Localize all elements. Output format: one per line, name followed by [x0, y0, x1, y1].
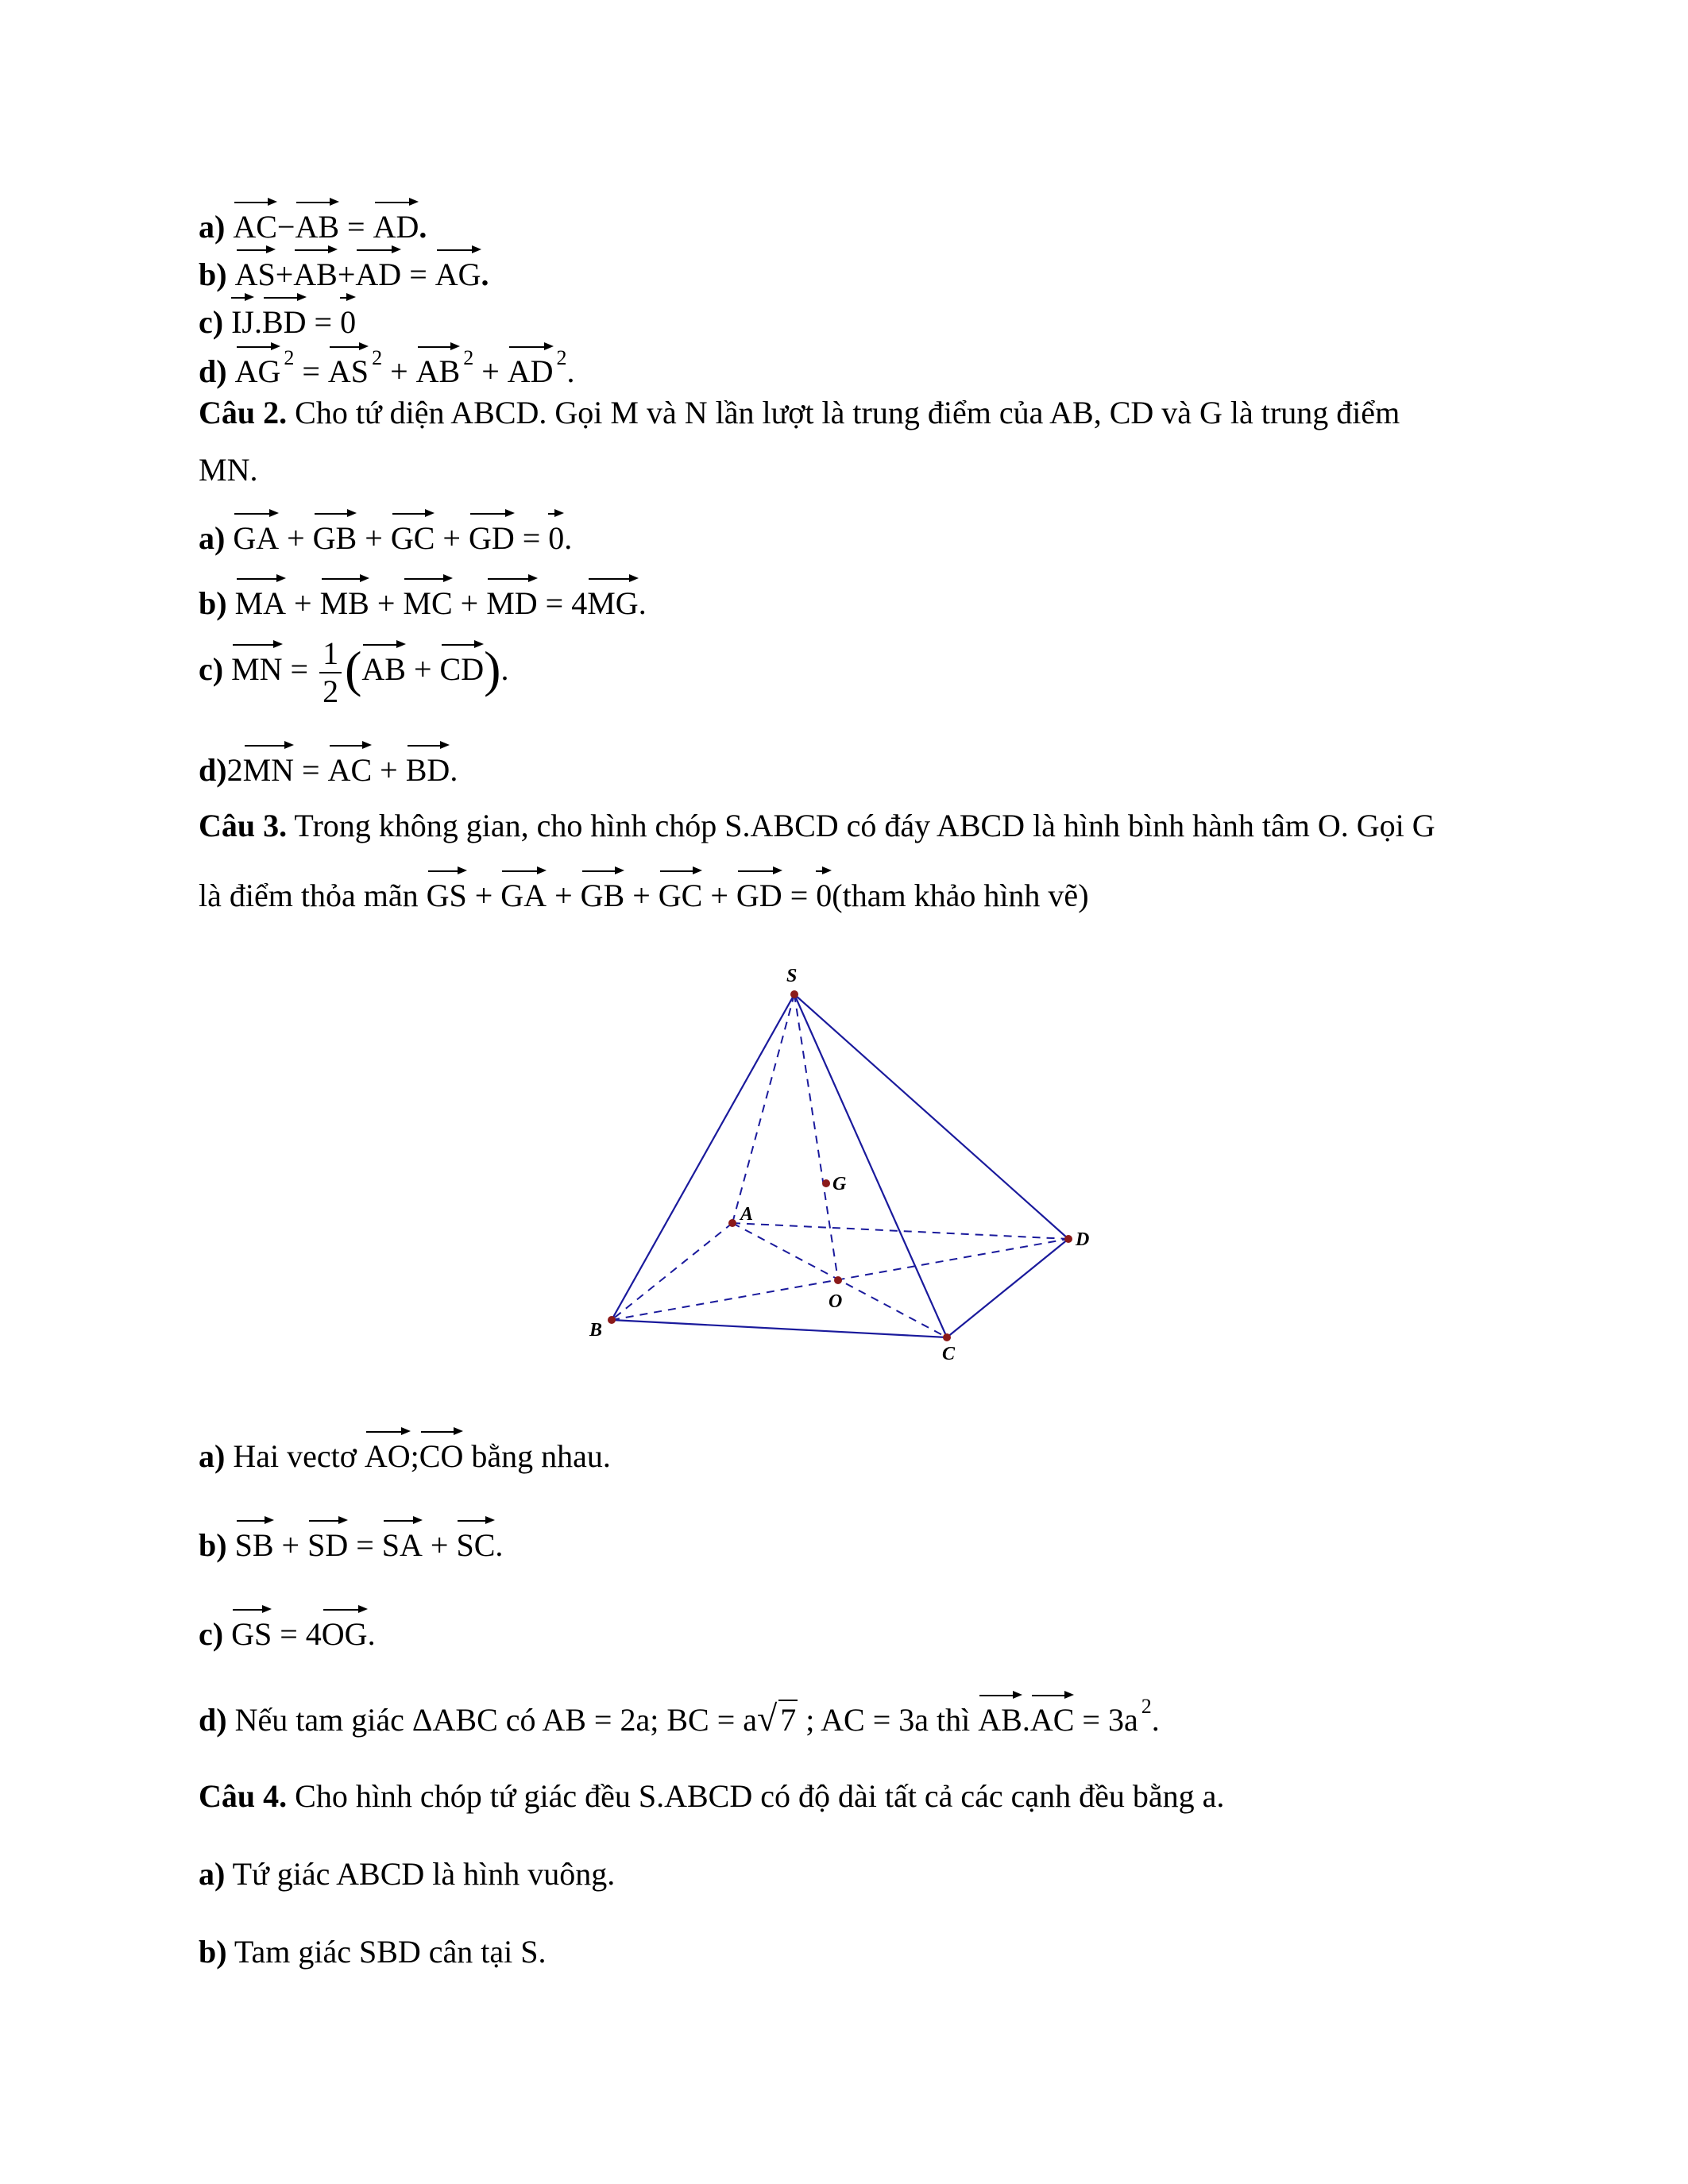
item-text: Hai vectơ — [225, 1438, 365, 1474]
item-label: c) — [199, 1616, 224, 1652]
item-text: Tam giác SBD cân tại S. — [226, 1934, 547, 1970]
exponent: 2 — [463, 346, 474, 369]
item-label: d) — [199, 353, 227, 389]
vector: AB — [295, 197, 339, 246]
vector: AB — [293, 245, 338, 294]
q2-question-cont — [199, 451, 257, 489]
punct: . — [253, 304, 262, 340]
q1-item-d: d) AG $^2$ = AS $^2$ + AB $^2$ + AD $^2$. — [199, 341, 575, 391]
exponent: 2 — [1141, 1695, 1152, 1718]
question-title: Câu 4. — [199, 1778, 288, 1814]
item-label: a) — [199, 209, 226, 245]
vector: AB — [978, 1690, 1022, 1739]
vector: MC — [403, 573, 452, 623]
item-label: d) — [199, 1702, 227, 1738]
segment-SO — [794, 994, 838, 1280]
vector: OG — [322, 1604, 368, 1653]
q2-question — [199, 394, 1400, 432]
punct: ; — [410, 1438, 419, 1474]
zero-vector: 0 — [548, 508, 564, 558]
item-label: d) — [199, 752, 227, 788]
item-label: b) — [199, 1527, 227, 1563]
point-D — [1064, 1235, 1072, 1243]
q4-item-a — [199, 1855, 615, 1893]
vector: AD — [508, 341, 554, 391]
pyramid-figure — [572, 953, 1128, 1366]
vector: AC — [1030, 1690, 1075, 1739]
exponent: 2 — [372, 346, 383, 369]
vector: SC — [456, 1515, 495, 1565]
vector: MN — [231, 639, 282, 689]
edge-SB — [612, 994, 794, 1320]
q2-item-b: b) MA + MB + MC + MD = 4MG. — [199, 573, 647, 623]
vector: AS — [328, 341, 369, 391]
q4-question — [199, 1777, 1224, 1815]
item-label: a) — [199, 520, 226, 556]
vector: AS — [235, 245, 276, 294]
vector: AD — [355, 245, 401, 294]
vector: GB — [313, 508, 357, 558]
result: 3a — [1107, 1702, 1138, 1738]
item-text: bằng nhau. — [463, 1438, 611, 1474]
numerator: 1 — [319, 635, 342, 673]
point-S — [790, 990, 798, 998]
vector: AC — [233, 197, 277, 246]
vector: GD — [736, 866, 782, 915]
vector: MD — [486, 573, 537, 623]
punct: . — [481, 257, 489, 292]
vector: GS — [427, 866, 467, 915]
vector: BD — [406, 740, 450, 789]
edge-SA — [732, 994, 794, 1223]
q1-item-b: b) AS+AB+AD = AG. — [199, 245, 489, 294]
item-label: b) — [199, 1934, 227, 1970]
label-O: O — [829, 1291, 843, 1312]
question-text: là điểm thỏa mãn — [199, 878, 427, 913]
label-S: S — [786, 966, 798, 986]
point-C — [943, 1333, 951, 1341]
vector: BD — [262, 292, 307, 341]
operator: − — [276, 209, 295, 245]
zero-vector: 0 — [816, 866, 832, 915]
vector: GS — [231, 1604, 272, 1653]
vector: AB — [361, 639, 406, 689]
vector: GD — [469, 508, 515, 558]
zero-vector: 0 — [340, 292, 356, 341]
item-label: a) — [199, 1856, 226, 1892]
vector: GA — [233, 508, 279, 558]
question-title: Câu 2. — [199, 395, 288, 430]
edge-CD — [947, 1239, 1068, 1337]
q3-question-cont: là điểm thỏa mãn GS + GA + GB + GC + GD = 0(tham khảo hình vẽ) — [199, 866, 1089, 915]
q3-item-b: b) SB + SD = SA + SC. — [199, 1515, 503, 1565]
vector: MG — [587, 573, 638, 623]
item-text: Tứ giác ABCD là hình vuông. — [225, 1856, 616, 1892]
vector: AG — [435, 245, 481, 294]
q3-question — [199, 807, 1435, 845]
label-A: A — [740, 1204, 754, 1225]
punct: . — [566, 353, 575, 389]
question-text: Cho tứ diện ABCD. Gọi M và N lần lượt là trung điểm của AB, CD và G là trung điểm — [287, 395, 1400, 430]
exponent: 2 — [556, 346, 567, 369]
item-label: a) — [199, 1438, 226, 1474]
item-text: Nếu tam giác ΔABC có AB = 2a; BC = a — [226, 1702, 757, 1738]
denominator: 2 — [323, 673, 339, 709]
point-B — [608, 1316, 616, 1324]
edge-AB — [612, 1223, 732, 1320]
coefficient: 4 — [305, 1616, 322, 1652]
fraction — [319, 635, 342, 710]
q3-item-d: d) Nếu tam giác ΔABC có AB = 2a; BC = a√ 7 ; AC = 3a thì AB.AC = 3a $^2$. — [199, 1690, 1160, 1740]
edge-SC — [794, 994, 947, 1337]
vector: CO — [419, 1426, 464, 1476]
item-label: b) — [199, 257, 227, 292]
operator: = — [347, 209, 365, 245]
question-text: Cho hình chóp tứ giác đều S.ABCD có độ dài tất cả các cạnh đều bằng a. — [287, 1778, 1225, 1814]
radicand: 7 — [778, 1700, 798, 1739]
question-title: Câu 3. — [199, 808, 288, 843]
vector: AB — [416, 341, 461, 391]
q2-item-a: a) GA + GB + GC + GD = 0. — [199, 508, 572, 558]
q1-item-c: c) IJ.BD = 0 — [199, 292, 356, 341]
vector: SB — [235, 1515, 274, 1565]
vector: GB — [581, 866, 625, 915]
question-text: MN. — [199, 452, 258, 488]
label-G: G — [832, 1174, 847, 1194]
label-B: B — [589, 1320, 603, 1341]
punct: . — [419, 209, 427, 245]
vector: GC — [391, 508, 435, 558]
q3-item-a — [199, 1426, 611, 1476]
item-text: ; AC = 3a thì — [798, 1702, 979, 1738]
point-G — [822, 1179, 830, 1187]
vector: AO — [365, 1426, 411, 1476]
edge-BC — [612, 1320, 947, 1337]
vector: MN — [243, 740, 294, 789]
vector: GA — [500, 866, 547, 915]
item-label: b) — [199, 585, 227, 621]
label-D: D — [1076, 1229, 1090, 1250]
label-C: C — [942, 1344, 956, 1364]
q4-item-b — [199, 1933, 547, 1971]
vector: IJ — [231, 292, 254, 341]
vector: SA — [382, 1515, 423, 1565]
q2-item-c: c) MN = $\frac{1}{2}$ (AB + CD). — [199, 635, 509, 709]
vector: GC — [659, 866, 703, 915]
vector: MA — [235, 573, 286, 623]
point-A — [728, 1219, 736, 1227]
item-label: c) — [199, 651, 224, 688]
vector: MB — [320, 573, 369, 623]
vector: CD — [440, 639, 485, 689]
item-label: c) — [199, 304, 224, 340]
q3-item-c: c) GS = 4OG. — [199, 1604, 376, 1653]
vector: AD — [373, 197, 419, 246]
vector: SD — [307, 1515, 348, 1565]
edge-SD — [794, 994, 1068, 1239]
question-text: Trong không gian, cho hình chóp S.ABCD có đáy ABCD là hình bình hành tâm O. Gọi G — [287, 808, 1435, 843]
coefficient: 2 — [226, 752, 243, 788]
q1-item-a — [199, 197, 427, 246]
q2-item-d: d)2MN = AC + BD. — [199, 740, 458, 789]
question-text: (tham khảo hình vẽ) — [832, 878, 1089, 913]
exponent: 2 — [284, 346, 295, 369]
coefficient: 4 — [571, 585, 588, 621]
vector: AG — [235, 341, 281, 391]
vector: AC — [328, 740, 373, 789]
point-O — [834, 1276, 842, 1284]
